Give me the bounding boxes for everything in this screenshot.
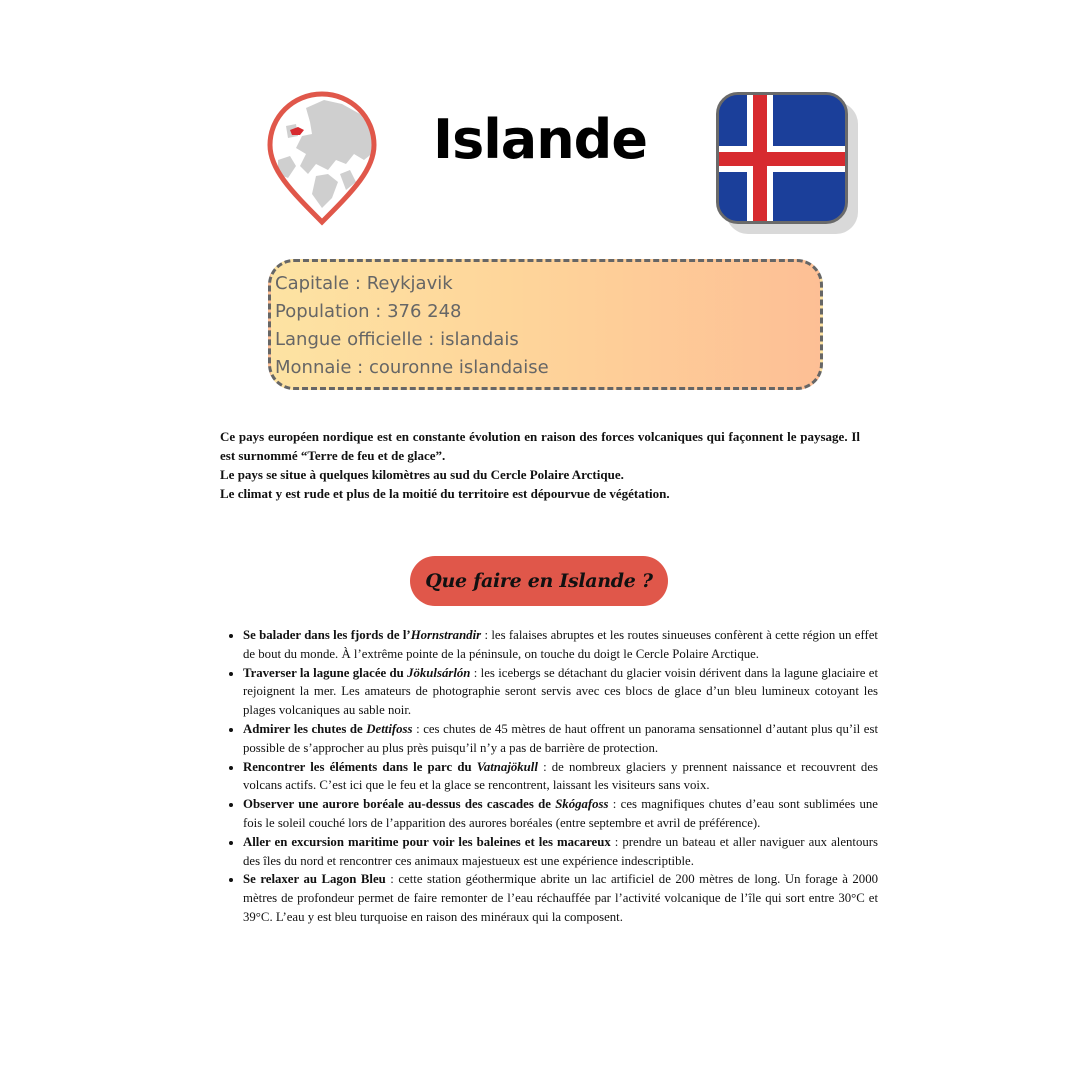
list-item: • Admirer les chutes de Dettifoss : ces chutes de 45 mètres de haut offrent un panorama sensationnel d’autant plus qu’il est possible de s’approcher au plus près puisqu’il n’y a pas de barrière de protection.: [243, 720, 878, 758]
currency-text: Monnaie : couronne islandaise: [275, 357, 549, 378]
activities-list: [225, 626, 878, 927]
list-item: • Traverser la lagune glacée du Jökulsárlón : les icebergs se détachant du glacier voisin dérivent dans la lagune glaciaire et rejoignent la mer. Les amateurs de photographie seront servis avec ces blocs de glace d’un bleu lumineux cotoyant les plages volcaniques au sable noir.: [243, 664, 878, 720]
iceland-flag-icon: [716, 92, 862, 238]
list-item: • Observer une aurore boréale au-dessus des cascades de Skógafoss : ces magnifiques chutes d’eau sont sublimées une fois le soleil couché lors de l’apparition des aurores boréales (entre septembre et avril de préférence).: [243, 795, 878, 833]
list-item: • Se relaxer au Lagon Bleu : cette station géothermique abrite un lac artificiel de 200 mètres de long. Un forage à 2000 mètres de profondeur permet de faire remonter de l’eau réchauffée par l’activité volcanique de l’île qui sort entre 30°C et 39°C. L’eau y est bleu turquoise en raison des minéraux qui la composent.: [243, 870, 878, 926]
page-title: Islande: [433, 108, 647, 171]
intro-line-3: Le climat y est rude et plus de la moitié du territoire est dépourvue de végétation.: [220, 486, 670, 501]
population-text: Population : 376 248: [275, 301, 462, 322]
intro-line-2: Le pays se situe à quelques kilomètres au sud du Cercle Polaire Arctique.: [220, 467, 624, 482]
map-pin-europe-icon: [266, 90, 378, 226]
list-item: • Aller en excursion maritime pour voir les baleines et les macareux : prendre un bateau et aller naviguer aux alentours des îles du nord et rencontrer ces animaux majestueux est une expérience indescriptible.: [243, 833, 878, 871]
capital-text: Capitale : Reykjavik: [275, 273, 453, 294]
section-title-pill: [410, 556, 668, 606]
intro-paragraph: [220, 427, 860, 503]
section-title: Que faire en Islande ?: [425, 570, 653, 592]
language-text: Langue officielle : islandais: [275, 329, 519, 350]
intro-line-1: Ce pays européen nordique est en constante évolution en raison des forces volcaniques qui façonnent le paysage. Il est surnommé “Terre de feu et de glace”.: [220, 429, 860, 463]
list-item: • Rencontrer les éléments dans le parc du Vatnajökull : de nombreux glaciers y prennent naissance et recouvrent des volcans actifs. C’est ici que le feu et la glace se rencontrent, laissant les visiteurs sans voix.: [243, 758, 878, 796]
country-info-box: [268, 259, 823, 390]
list-item: • Se balader dans les fjords de l’Hornstrandir : les falaises abruptes et les routes sinueuses confèrent à cette région un effet de bout du monde. À l’extrême pointe de la péninsule, on touche du doigt le Cercle Polaire Arctique.: [243, 626, 878, 664]
